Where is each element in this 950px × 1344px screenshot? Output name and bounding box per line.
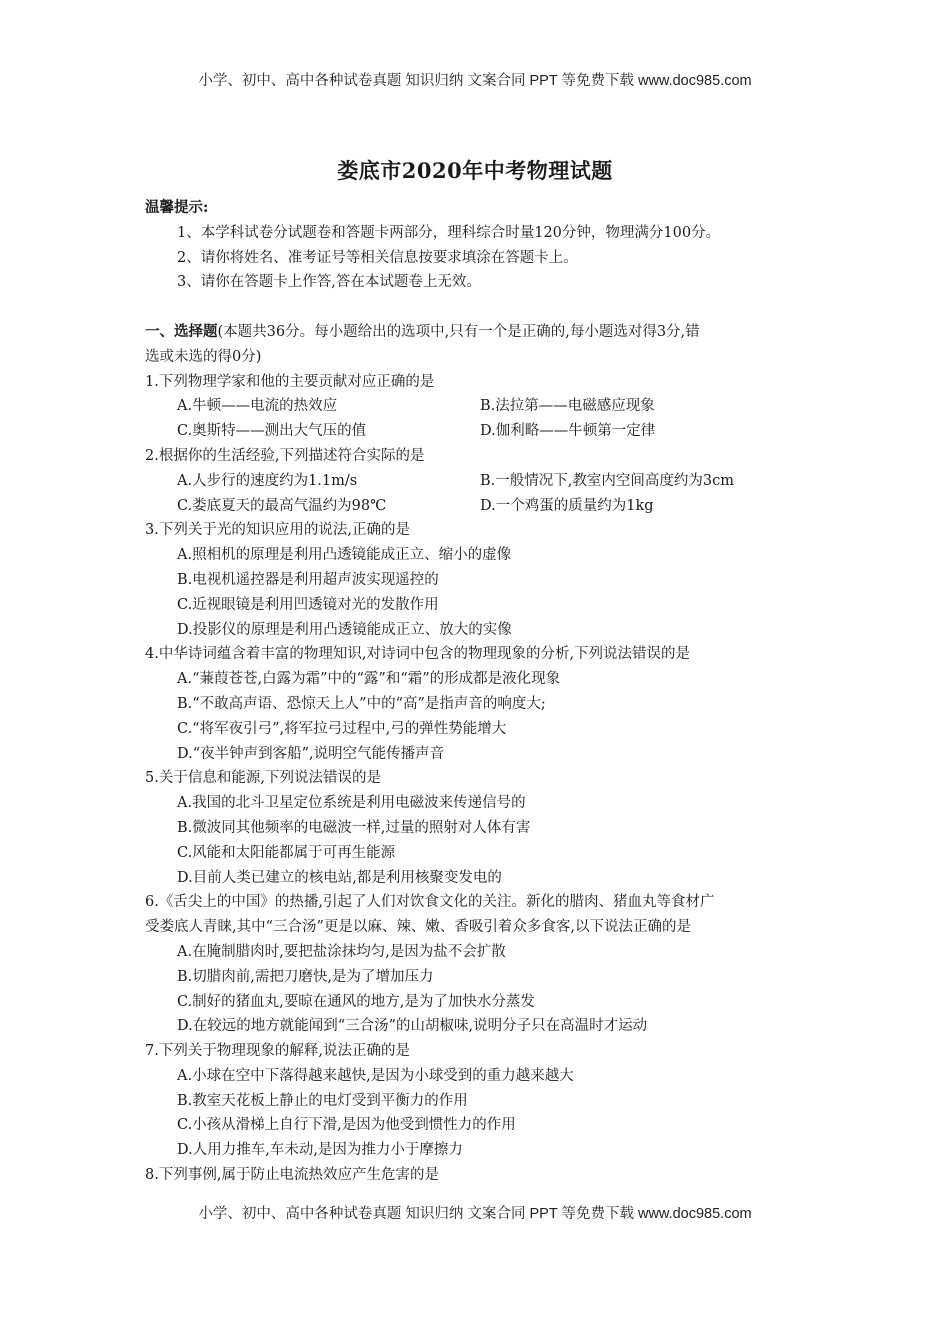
page-title: 娄底市2020年中考物理试题: [337, 158, 613, 183]
option-a: A.我国的北斗卫星定位系统是利用电磁波来传递信号的: [177, 795, 526, 812]
option-b: B.法拉第——电磁感应现象: [480, 398, 655, 415]
question-stem: 4.中华诗词蕴含着丰富的物理知识,对诗词中包含的物理现象的分析,下列说法错误的是: [145, 646, 691, 663]
option-d: D.在较远的地方就能闻到“三合汤”的山胡椒味,说明分子只在高温时才运动: [177, 1018, 648, 1035]
option-a: A.小球在空中下落得越来越快,是因为小球受到的重力越来越大: [177, 1067, 574, 1084]
option-row: [145, 419, 815, 444]
option-a: A.照相机的原理是利用凸透镜能成正立、缩小的虚像: [177, 547, 512, 564]
spacer: [145, 295, 815, 320]
question-stem-cont: 受娄底人青睐,其中“三合汤”更是以麻、辣、嫩、香吸引着众多食客,以下说法正确的是: [145, 919, 692, 936]
option-d: D.一个鸡蛋的质量约为1kg: [480, 497, 654, 514]
option-c: C.小孩从滑梯上自行下滑,是因为他受到惯性力的作用: [177, 1117, 516, 1134]
footer-banner: 小学、初中、高中各种试卷真题 知识归纳 文案合同 PPT 等免费下载 www.doc985.com: [198, 1206, 752, 1222]
option-row: [145, 469, 815, 494]
option-c: C.近视眼镜是利用凹透镜对光的发散作用: [177, 596, 439, 613]
option-a: A.牛顿——电流的热效应: [177, 398, 338, 415]
option-d: D.投影仪的原理是利用凸透镜能成正立、放大的实像: [177, 621, 512, 638]
tip-item: 2、请你将姓名、准考证号等相关信息按要求填涂在答题卡上。: [177, 249, 578, 266]
option-b: B.教室天花板上静止的电灯受到平衡力的作用: [177, 1092, 468, 1109]
section-lead: 一、选择题: [145, 322, 218, 340]
option-d: D.“夜半钟声到客船”,说明空气能传播声音: [177, 745, 445, 762]
option-d: D.人用力推车,车未动,是因为推力小于摩擦力: [177, 1142, 463, 1159]
question-stem: 1.下列物理学家和他的主要贡献对应正确的是: [145, 373, 435, 390]
option-c: C.“将军夜引弓”,将军拉弓过程中,弓的弹性势能增大: [177, 720, 507, 737]
option-c: C.制好的猪血丸,要晾在通风的地方,是为了加快水分蒸发: [177, 993, 535, 1010]
option-d: D.目前人类已建立的核电站,都是利用核聚变发电的: [177, 869, 502, 886]
option-c: C.风能和太阳能都属于可再生能源: [177, 844, 396, 861]
tips-heading: 温馨提示:: [145, 199, 209, 216]
option-row: [145, 494, 815, 519]
option-c: C.奥斯特——测出大气压的值: [177, 423, 367, 440]
option-a: A.在腌制腊肉时,要把盐涂抹均匀,是因为盐不会扩散: [177, 943, 506, 960]
question-stem: 5.关于信息和能源,下列说法错误的是: [145, 770, 381, 787]
section-instructions-cont: 选或未选的得0分): [145, 348, 262, 365]
option-b: B.“不敢高声语、恐惊天上人”中的“高”是指声音的响度大;: [177, 695, 546, 712]
header-banner: 小学、初中、高中各种试卷真题 知识归纳 文案合同 PPT 等免费下载 www.doc985.com: [198, 73, 752, 89]
option-c: C.娄底夏天的最高气温约为98℃: [177, 497, 387, 514]
question-stem: 7.下列关于物理现象的解释,说法正确的是: [145, 1043, 410, 1060]
option-b: B.一般情况下,教室内空间高度约为3cm: [480, 472, 734, 489]
option-b: B.电视机遥控器是利用超声波实现遥控的: [177, 571, 439, 588]
question-stem: 3.下列关于光的知识应用的说法,正确的是: [145, 522, 410, 539]
tip-item: 1、本学科试卷分试题卷和答题卡两部分，理科综合时量120分钟，物理满分100分。: [177, 224, 721, 241]
option-a: A.人步行的速度约为1.1m/s: [177, 472, 358, 489]
tip-item: 3、请你在答题卡上作答,答在本试题卷上无效。: [177, 274, 481, 291]
question-stem: 8.下列事例,属于防止电流热效应产生危害的是: [145, 1167, 439, 1184]
question-stem: 2.根据你的生活经验,下列描述符合实际的是: [145, 447, 425, 464]
option-b: B.微波同其他频率的电磁波一样,过量的照射对人体有害: [177, 819, 531, 836]
option-b: B.切腊肉前,需把刀磨快,是为了增加压力: [177, 968, 434, 985]
section-heading: [145, 320, 815, 345]
section-instructions: (本题共36分。每小题给出的选项中,只有一个是正确的,每小题选对得3分,错: [217, 323, 700, 340]
option-d: D.伽利略——牛顿第一定律: [480, 423, 656, 440]
option-row: [145, 394, 815, 419]
exam-content: [145, 196, 815, 1188]
option-a: A.“蒹葭苍苍,白露为霜”中的“露”和“霜”的形成都是液化现象: [177, 671, 561, 688]
question-stem: 6.《舌尖上的中国》的热播,引起了人们对饮食文化的关注。新化的腊肉、猪血丸等食材广: [145, 894, 715, 911]
